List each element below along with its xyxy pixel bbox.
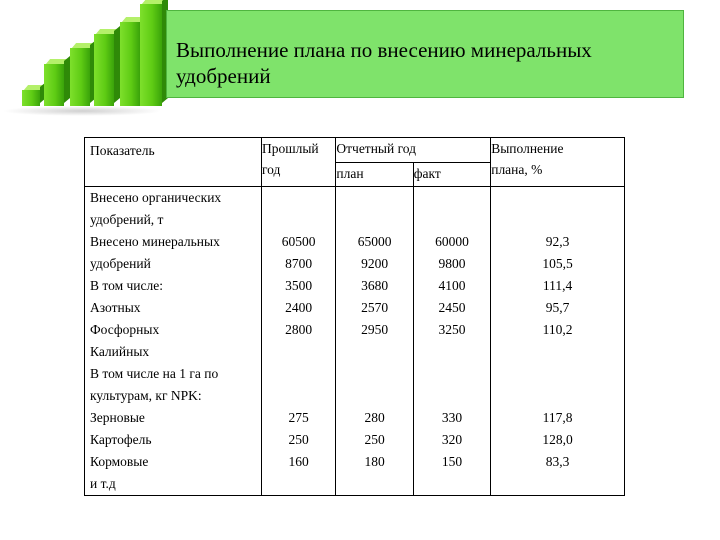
fact-value: 150 <box>441 454 463 469</box>
indicator-line: Внесено органических <box>90 190 222 205</box>
execution-value: 111,4 <box>542 278 573 293</box>
execution-value: 83,3 <box>545 454 570 469</box>
plan-value: 2950 <box>361 322 389 337</box>
title-banner <box>166 10 684 98</box>
fact-value: 320 <box>441 432 463 447</box>
indicator-line: и т.д <box>90 476 116 491</box>
fact-value: 3250 <box>438 322 466 337</box>
indicator-line: Зерновые <box>90 410 145 425</box>
prev-year-value: 160 <box>288 454 309 469</box>
fact-value: 9800 <box>438 256 466 271</box>
execution-value: 117,8 <box>542 410 573 425</box>
plan-column <box>336 187 413 496</box>
indicator-line: Фосфорных <box>90 322 160 337</box>
indicator-line: удобрений <box>90 256 151 271</box>
plan-value: 2570 <box>361 300 389 315</box>
execution-value: 110,2 <box>542 322 573 337</box>
prev-year-value: 275 <box>288 410 309 425</box>
header-execution <box>491 138 625 187</box>
fact-value: 2450 <box>438 300 466 315</box>
indicator-line: Калийных <box>90 344 150 359</box>
fact-value: 60000 <box>435 234 469 249</box>
header-fact: факт <box>413 162 490 187</box>
header-prev-year-line2: год <box>261 162 281 177</box>
indicator-column <box>85 187 262 496</box>
fact-value: 330 <box>441 410 463 425</box>
header-prev-year-line1: Прошлый <box>261 141 319 156</box>
indicator-line: Кормовые <box>90 454 149 469</box>
execution-column <box>491 187 625 496</box>
header-execution-line1: Выполнение <box>491 141 564 156</box>
plan-value: 3680 <box>361 278 389 293</box>
fact-column <box>413 187 490 496</box>
indicator-line: удобрений, т <box>90 212 164 227</box>
prev-year-value: 250 <box>288 432 309 447</box>
header-execution-line2: плана, % <box>491 162 543 177</box>
execution-value: 128,0 <box>542 432 573 447</box>
fertilizer-table <box>84 137 625 496</box>
fact-value: 4100 <box>438 278 466 293</box>
prev-year-value: 2800 <box>285 322 313 337</box>
bar-chart-logo-icon <box>0 0 170 120</box>
execution-value: 92,3 <box>545 234 570 249</box>
execution-value: 95,7 <box>545 300 570 315</box>
prev-year-value: 3500 <box>285 278 313 293</box>
plan-value: 180 <box>364 454 385 469</box>
plan-value: 280 <box>364 410 385 425</box>
prev-year-column <box>261 187 335 496</box>
prev-year-value: 60500 <box>281 234 316 249</box>
indicator-line: Внесено минеральных <box>90 234 220 249</box>
indicator-line: культурам, кг NPK: <box>90 388 202 403</box>
indicator-line: Картофель <box>90 432 152 447</box>
prev-year-value: 8700 <box>285 256 313 271</box>
header-plan: план <box>336 162 413 187</box>
execution-value: 105,5 <box>542 256 573 271</box>
slide-title: Выполнение плана по внесению минеральных удобрений <box>176 38 592 88</box>
indicator-line: Азотных <box>90 300 141 315</box>
indicator-line: В том числе на 1 га по <box>90 366 219 381</box>
header-row-1 <box>85 138 625 163</box>
plan-value: 9200 <box>361 256 389 271</box>
header-prev-year <box>261 138 335 187</box>
prev-year-value: 2400 <box>285 300 313 315</box>
table-body-row <box>85 187 625 496</box>
header-indicator: Показатель <box>85 138 262 187</box>
plan-value: 65000 <box>357 234 392 249</box>
header-report-year: Отчетный год <box>336 138 491 163</box>
plan-value: 250 <box>364 432 385 447</box>
indicator-line: В том числе: <box>90 278 163 293</box>
